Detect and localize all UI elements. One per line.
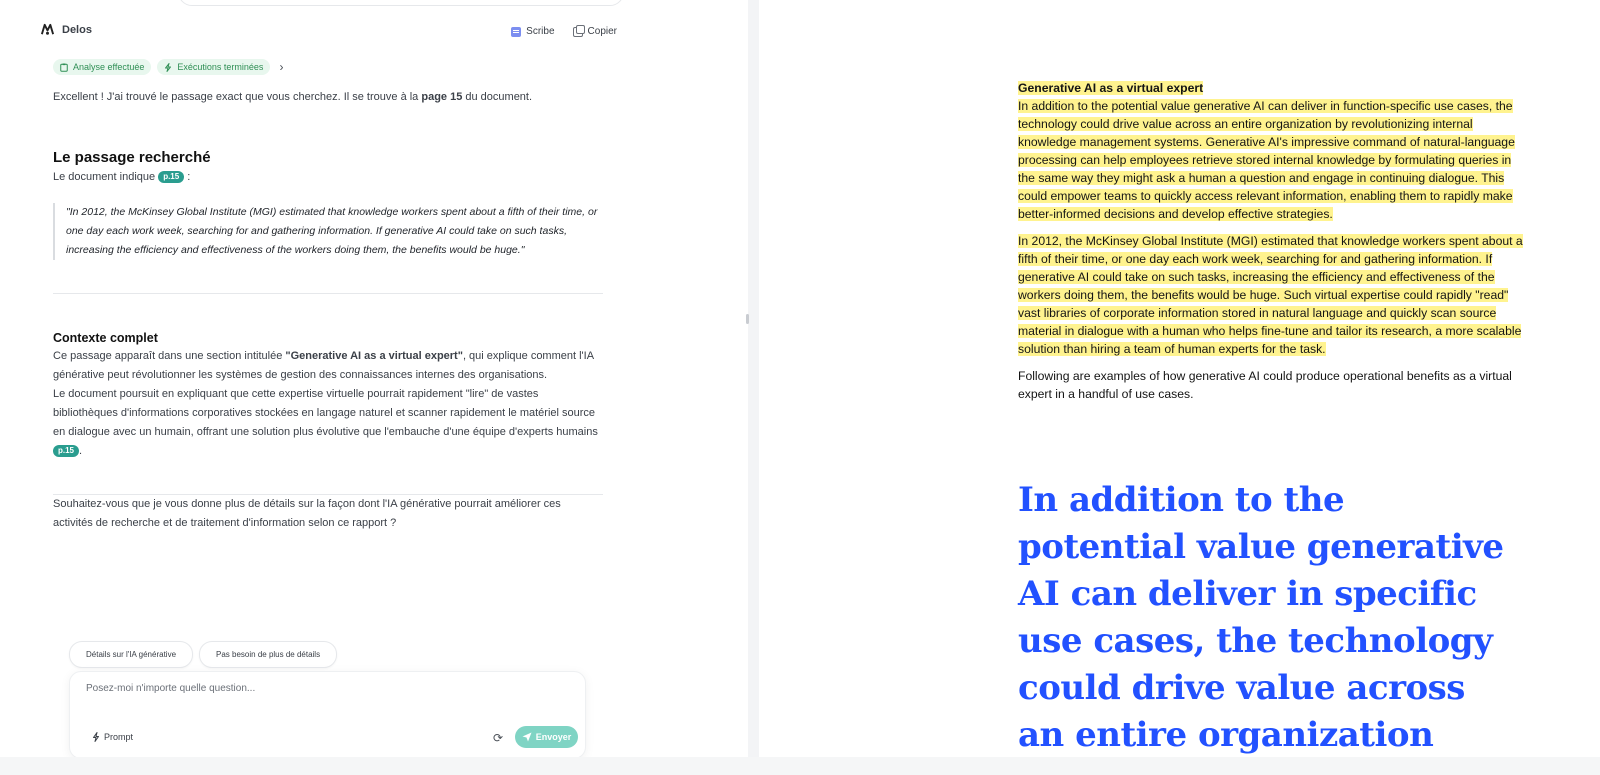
status-chip-analysis[interactable] — [53, 59, 151, 75]
context-heading: Contexte complet — [53, 331, 158, 345]
document-indicates-line — [53, 168, 603, 187]
delos-logo-icon — [40, 22, 55, 37]
prompt-label: Prompt — [104, 732, 134, 742]
refresh-icon[interactable]: ⟳ — [493, 731, 504, 745]
passage-heading: Le passage recherché — [53, 149, 211, 166]
context-p1-prefix: Ce passage apparaît dans une section intitulée — [53, 350, 286, 362]
message-actions — [511, 26, 617, 37]
document-paragraph-1: In addition to the potential value generative AI can deliver in function-specific use cases, the technology could drive value across an entire organization by revolutionizing internal knowledge management systems. Generative AI's impressive command of natural-language processing can help employees retrieve stored internal knowledge by formulating queries in the same way they might ask a human a question and engage in continuing dialogue. This could empower teams to quickly access relevant information, enabling them to rapidly make better-informed decisions and develop effective strategies. — [1018, 99, 1515, 221]
intro-page: page 15 — [421, 91, 463, 103]
assistant-name: Delos — [62, 23, 92, 36]
message-input[interactable] — [84, 682, 568, 695]
quoted-passage: "In 2012, the McKinsey Global Institute (MGI) estimated that knowledge workers spent about a fifth of their time, or one day each work week, searching for and gathering information. If generative AI could take on such tasks, increasing the efficiency and effectiveness of the workers doing them, the benefits would be huge." — [53, 203, 603, 260]
suggestion-chips — [69, 641, 337, 668]
context-paragraph-2 — [53, 385, 603, 461]
intro-prefix: Excellent ! J'ai trouvé le passage exact que vous cherchez. Il se trouve à la — [53, 91, 422, 103]
resize-handle[interactable] — [746, 314, 749, 324]
bottom-bar — [0, 757, 1600, 775]
pull-quote: In addition to the potential value generative AI can deliver in specific use cases, the technology could drive value across an entire organization — [1018, 480, 1504, 755]
send-button[interactable] — [515, 726, 578, 748]
copy-button[interactable] — [573, 26, 617, 37]
assistant-message — [53, 88, 603, 533]
page-reference-badge[interactable]: p.15 — [158, 171, 184, 183]
document-paragraph-3: Following are examples of how generative AI could produce operational benefits as a virtual expert in a handful of use cases. — [1018, 369, 1512, 401]
copy-label: Copier — [587, 26, 617, 37]
chat-panel — [0, 0, 762, 775]
divider — [53, 293, 603, 294]
section-title: Generative AI as a virtual expert — [1018, 81, 1204, 95]
suggestion-details-button[interactable]: Détails sur l'IA générative — [69, 641, 193, 668]
intro-text — [53, 88, 603, 107]
clipboard-check-icon — [60, 63, 68, 72]
page-reference-badge[interactable]: p.15 — [53, 445, 79, 457]
message-composer — [69, 671, 586, 759]
status-chip-executions[interactable] — [157, 59, 270, 75]
context-p1-title: "Generative AI as a virtual expert" — [285, 350, 463, 362]
bolt-icon — [164, 63, 172, 72]
send-icon — [522, 732, 532, 742]
document-indicates-text: Le document indique — [53, 171, 159, 183]
document-viewer — [759, 0, 1600, 757]
document-indicates-suffix: : — [184, 171, 191, 183]
status-chip-executions-label: Exécutions terminées — [177, 62, 264, 72]
section-block — [1018, 79, 1526, 223]
panel-gutter — [748, 0, 759, 775]
prompt-button[interactable] — [92, 732, 133, 742]
suggestion-no-details-button[interactable]: Pas besoin de plus de détails — [199, 641, 337, 668]
context-p2-suffix: . — [79, 445, 83, 457]
assistant-header — [40, 22, 92, 37]
previous-message-box — [178, 0, 624, 6]
context-paragraph-1 — [53, 347, 603, 385]
bolt-icon — [92, 732, 100, 742]
context-p1-suffix: , qui explique comment l'IA générative peut révolutionner les systèmes de gestion des connaissances internes des organisations. — [53, 350, 594, 381]
scribe-icon — [511, 27, 521, 37]
followup-question: Souhaitez-vous que je vous donne plus de détails sur la façon dont l'IA générative pourrait améliorer ces activités de recherche et de traitement d'information selon ce rapport ? — [53, 498, 561, 529]
intro-suffix: du document. — [462, 91, 533, 103]
send-label: Envoyer — [535, 732, 572, 742]
document-paragraph-2: In 2012, the McKinsey Global Institute (MGI) estimated that knowledge workers spent about a fifth of their time, or one day each work week, searching for and gathering information. If generative AI could take on such tasks, increasing the efficiency and effectiveness of the workers doing them, the benefits would be huge. Such virtual expertise could rapidly "read" vast libraries of corporate information stored in natural language and quickly scan source material in dialogue with a human who helps fine-tune and tailor its research, a more scalable solution than hiring a team of human experts for the task. — [1018, 234, 1523, 356]
status-chip-analysis-label: Analyse effectuée — [73, 62, 145, 72]
paragraph-block — [1018, 232, 1526, 358]
scribe-label: Scribe — [526, 26, 555, 37]
scribe-button[interactable] — [511, 26, 554, 37]
context-p2-text: Le document poursuit en expliquant que cette expertise virtuelle pourrait rapidement "lire" de vastes bibliothèques d'informations corporatives stockées en langage naturel et scanner rapidement le matériel source en dialogue avec un humain, offrant une solution plus évolutive que l'embauche d'une équipe d'experts humains — [53, 388, 598, 438]
status-chips — [53, 59, 283, 75]
document-page — [1018, 79, 1526, 403]
chevron-right-icon[interactable]: › — [279, 60, 284, 74]
copy-icon — [573, 27, 583, 37]
